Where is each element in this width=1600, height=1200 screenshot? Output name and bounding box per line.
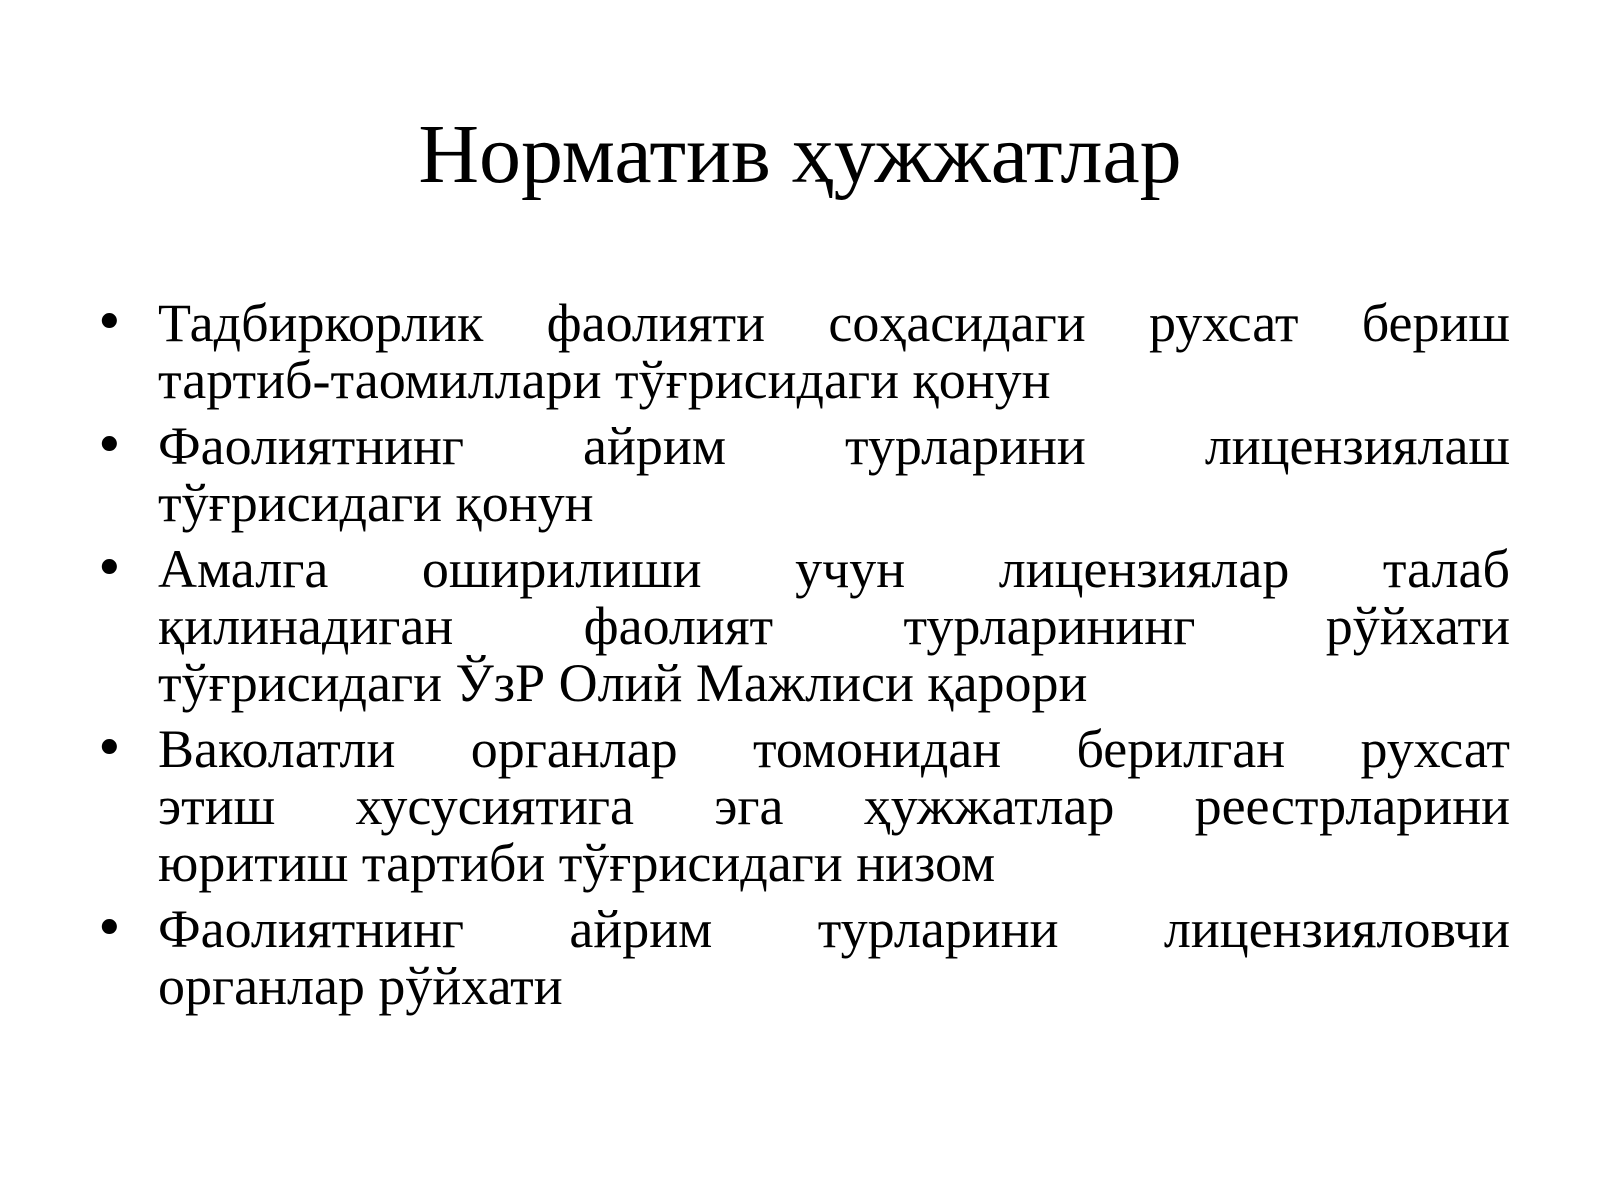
list-item xyxy=(90,901,1510,1015)
bullet-list xyxy=(90,295,1510,1024)
list-item xyxy=(90,721,1510,892)
list-item xyxy=(90,541,1510,712)
bullet-text-line: Фаолиятнинг айрим турларини лицензияловчи xyxy=(158,899,1510,959)
bullet-icon: • xyxy=(94,293,125,353)
slide-title: Норматив ҳужжатлар xyxy=(418,108,1182,201)
bullet-text-line: этиш хусусиятига эга ҳужжатлар реестрларини xyxy=(158,776,1510,836)
bullet-icon: • xyxy=(94,899,125,959)
bullet-icon: • xyxy=(94,416,125,476)
bullet-icon: • xyxy=(94,539,125,599)
bullet-text-line: органлар рўйхати xyxy=(158,956,563,1016)
bullet-text-line: Тадбиркорлик фаолияти соҳасидаги рухсат бериш xyxy=(158,293,1510,353)
bullet-text-line: тўғрисидаги қонун xyxy=(158,473,594,533)
bullet-text-line: тўғрисидаги ЎзР Олий Мажлиси қарори xyxy=(158,653,1088,713)
list-item xyxy=(90,418,1510,532)
bullet-text-line: тартиб-таомиллари тўғрисидаги қонун xyxy=(158,350,1051,410)
bullet-icon: • xyxy=(94,719,125,779)
bullet-text-line: Фаолиятнинг айрим турларини лицензиялаш xyxy=(158,416,1510,476)
bullet-text-line: Ваколатли органлар томонидан берилган рухсат xyxy=(158,719,1510,779)
bullet-text-line: юритиш тартиби тўғрисидаги низом xyxy=(158,833,996,893)
list-item xyxy=(90,295,1510,409)
bullet-text-line: Амалга оширилиши учун лицензиялар талаб xyxy=(158,539,1510,599)
bullet-text-line: қилинадиган фаолият турларининг рўйхати xyxy=(158,596,1510,656)
